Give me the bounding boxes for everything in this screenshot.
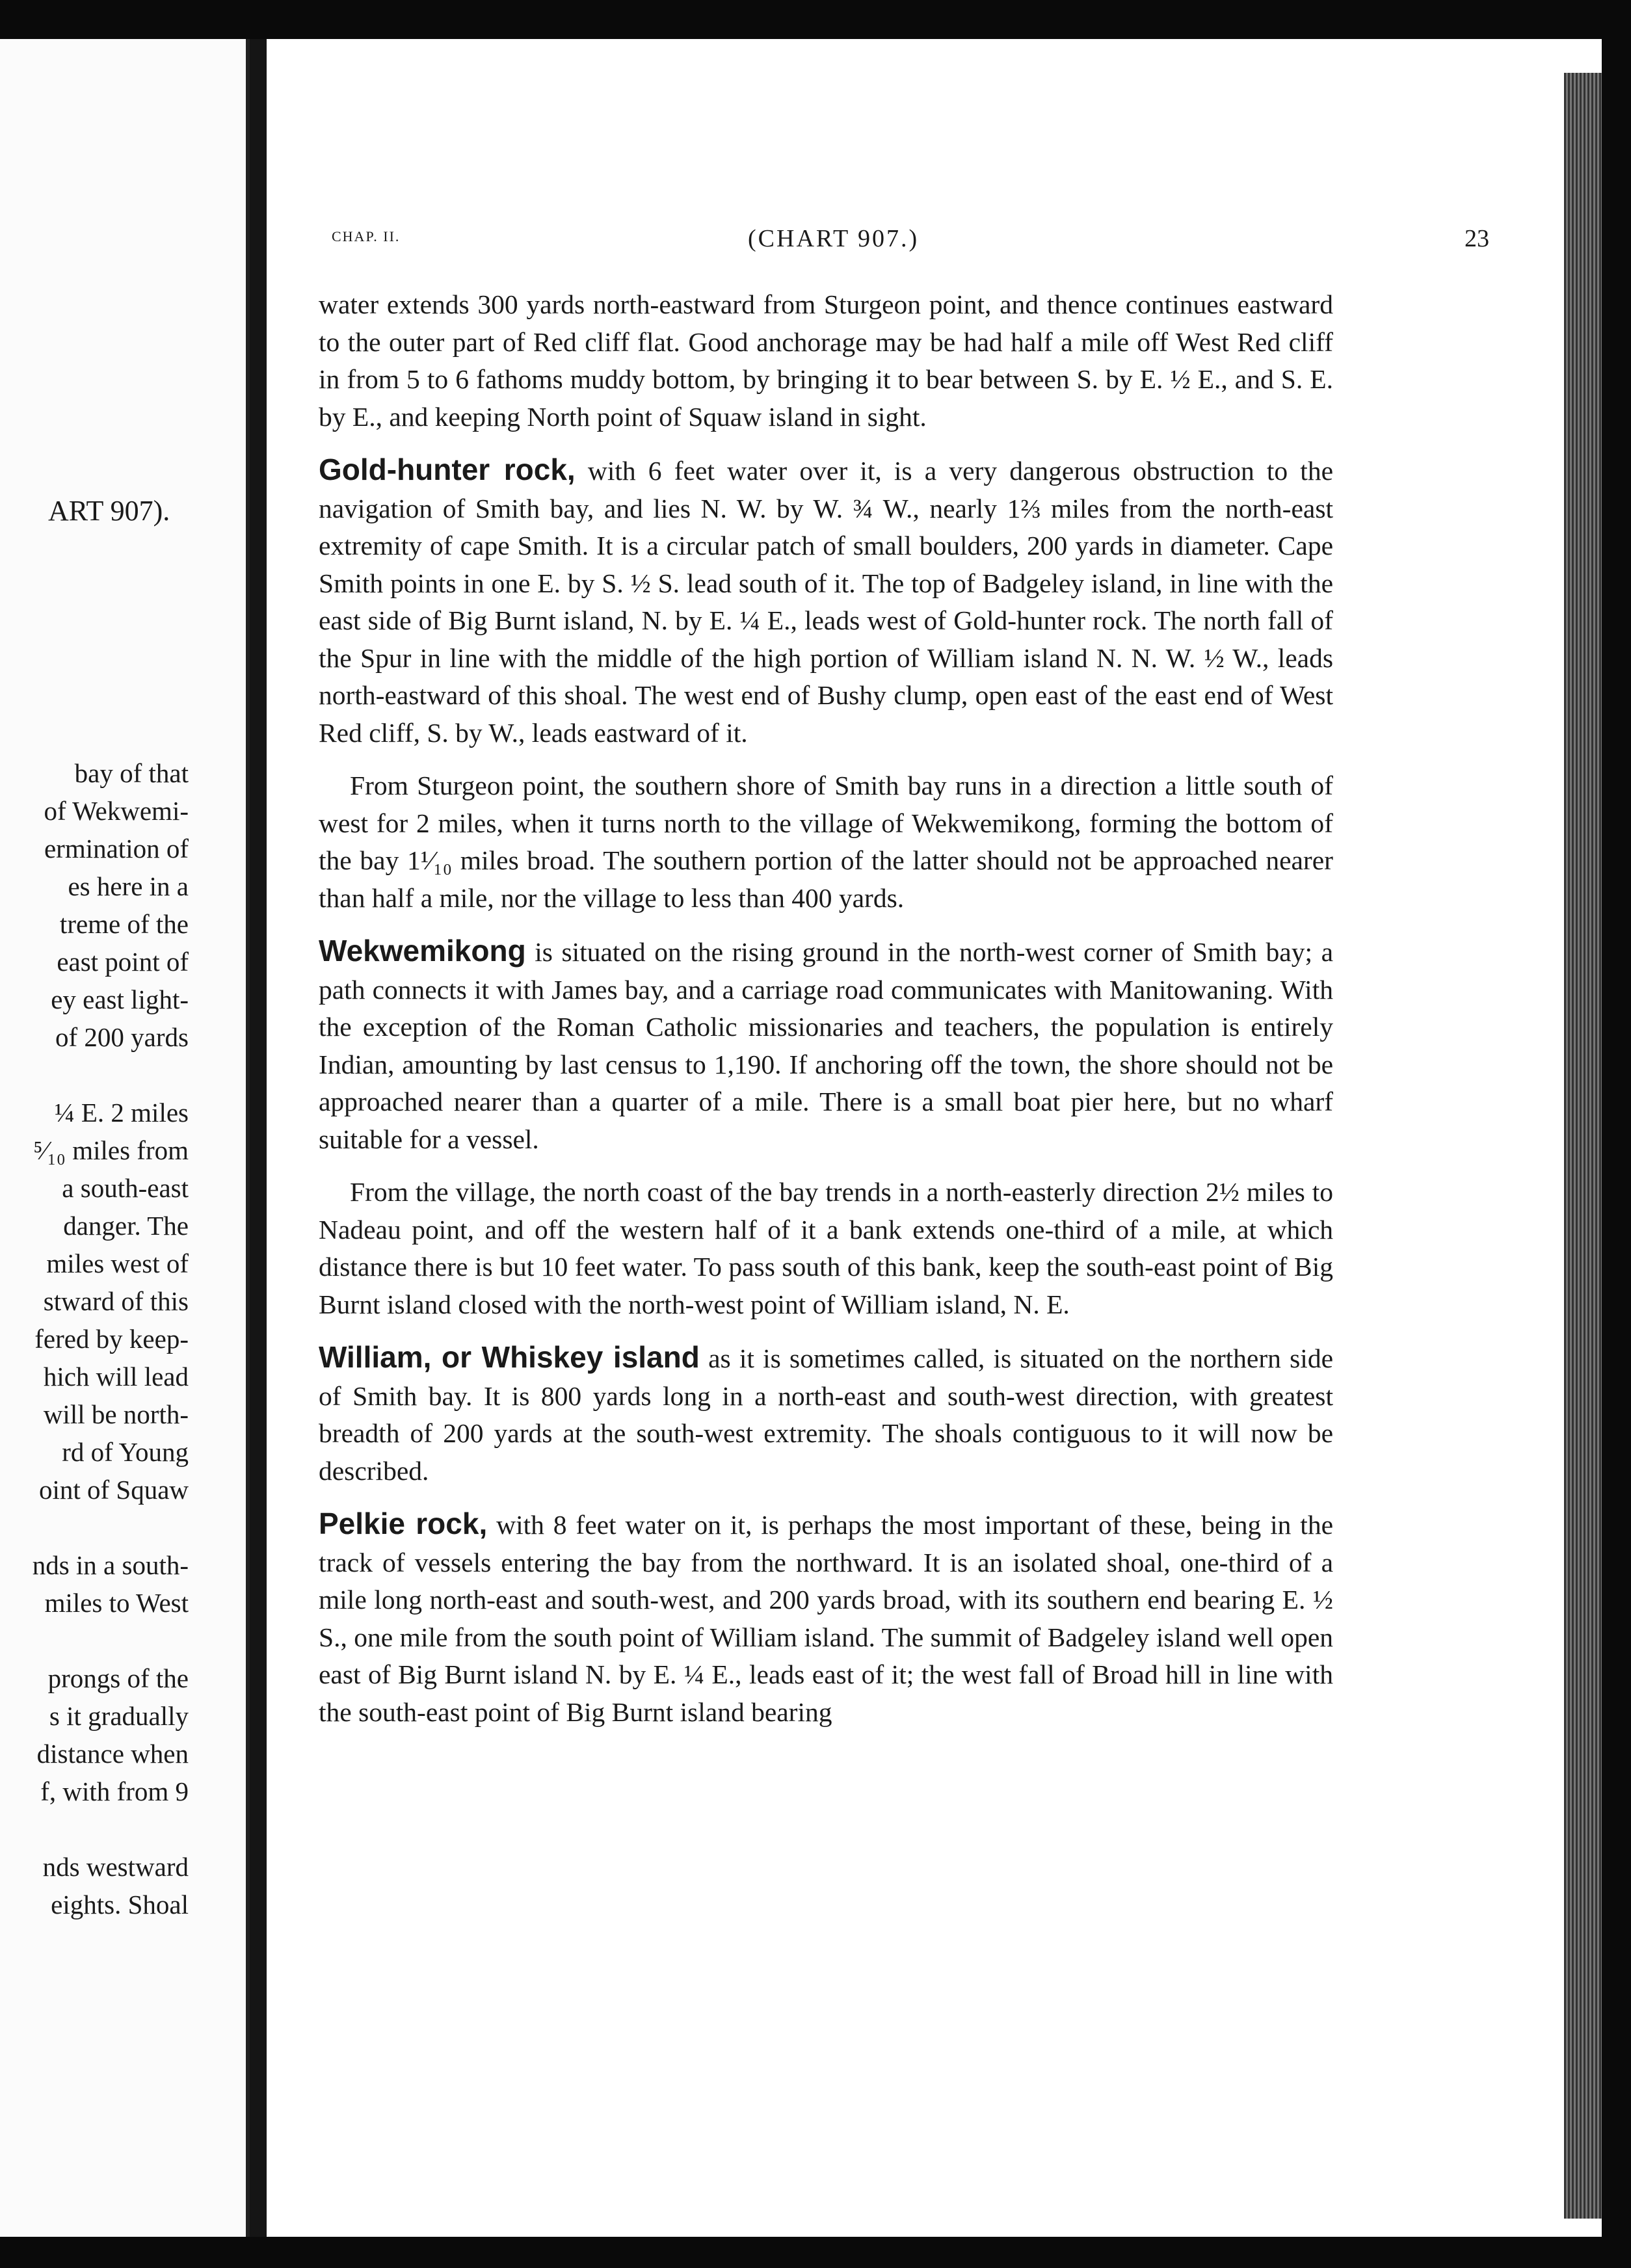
paragraph-text: with 6 feet water over it, is a very dangerous obstruction to the navigation of Smith bay, and lies N. W. by W. ¾ W., nearly 1⅔ miles from the north-east extremity of cape Smith. It is a circular patch of small boulders, 200 yards in diameter. Cape Smith points in one E. by S. ½ S. lead south of it. The top of Badgeley island, in line with the east side of Big Burnt island, N. by E. ¼ E., leads west of Gold-hunter rock. The north fall of the Spur in line with the middle of the high portion of William island N. N. W. ½ W., leads north-eastward of this shoal. The west end of Bushy clump, open east of the east end of West Red cliff, S. by W., leads eastward of it. [319,456,1333,748]
paragraph [319,767,1333,917]
paragraph-heading: Pelkie rock, [319,1507,488,1540]
left-fragment-line: miles to West [44,1588,189,1618]
paragraph-text: water extends 300 yards north-eastward from Sturgeon point, and thence continues eastward to the outer part of Red cliff flat. Good anchorage may be had half a mile off West Red cliff in from 5 to 6 fathoms muddy bottom, by bringing it to bear between S. by E. ½ E., and S. E. by E., and keeping North point of Squaw island in sight. [319,289,1333,432]
left-fragment-line: fered by keep- [34,1324,189,1354]
left-fragment-line: f, with from 9 [40,1776,189,1806]
paragraph-heading: William, or Whiskey island [319,1340,700,1374]
left-fragment-line: distance when [36,1739,189,1769]
left-fragment-line: stward of this [43,1286,189,1316]
running-head [332,224,1489,263]
chart-reference: (CHART 907.) [748,225,920,252]
left-fragment-line: treme of the [59,909,189,939]
paragraph-text: is situated on the rising ground in the north-west corner of Smith bay; a path connects it with James bay, and a carriage road communicates with Manitowaning. With the exception of the Roman Catholic missionaries and teachers, the population is entirely Indian, amounting by last census to 1,190. If anchoring off the town, the shore should not be approached nearer than a quarter of a mile. There is a small boat pier here, but no wharf suitable for a vessel. [319,937,1333,1154]
left-fragment-line: nds in a south- [32,1550,189,1580]
scan-border-top [0,0,1631,39]
paragraph [319,1339,1333,1490]
left-fragment-line: of 200 yards [55,1022,189,1052]
left-fragment-line: hich will lead [43,1362,189,1391]
page-stack-edge [1564,73,1602,2219]
paragraph [319,451,1333,752]
paragraph [319,1505,1333,1731]
right-page [267,65,1564,2230]
left-fragment-line: miles west of [46,1248,189,1278]
left-fragment-line: bay of that [74,758,189,788]
body-text [319,286,1333,1731]
left-page-fragment [0,39,250,2237]
paragraph [319,1174,1333,1323]
left-chart-fragment: ART 907). [48,495,170,527]
left-fragment-line: danger. The [63,1211,189,1241]
left-fragment-line: es here in a [68,871,189,901]
paragraph-heading: Gold-hunter rock, [319,453,576,486]
left-fragment-line: eights. Shoal [51,1890,189,1919]
left-fragment-line: ermination of [44,834,189,864]
left-fragment-line: ⁵⁄₁₀ miles from [33,1135,189,1165]
paragraph-text: as it is sometimes called, is situated on the northern side of Smith bay. It is 800 yards long in a north-east and south-west direction, with greatest breadth of 200 yards at the south-west extremity. The shoals contiguous to it will now be described. [319,1343,1333,1486]
left-fragment-line: will be north- [43,1399,189,1429]
paragraph [319,286,1333,436]
scan-border-bottom [0,2237,1631,2268]
paragraph-text: From Sturgeon point, the southern shore of Smith bay runs in a direction a little south of west for 2 miles, when it turns north to the village of Wekwemikong, forming the bottom of the bay 1¹⁄₁₀ miles broad. The southern portion of the latter should not be approached nearer than half a mile, nor the village to less than 400 yards. [319,771,1333,913]
left-fragment-line: oint of Squaw [38,1475,189,1505]
scan-border-right [1602,0,1631,2268]
left-fragment-line: a south-east [62,1173,189,1203]
paragraph-heading: Wekwemikong [319,934,526,968]
chapter-label: CHAP. II. [332,228,401,244]
left-fragment-line: rd of Young [62,1437,189,1467]
paragraph-text: From the village, the north coast of the bay trends in a north-easterly direction 2½ miles to Nadeau point, and off the western half of it a bank extends one-third of a mile, at which distance there is but 10 feet water. To pass south of this bank, keep the south-east point of Big Burnt island closed with the north-west point of William island, N. E. [319,1177,1333,1319]
left-fragment-line: ey east light- [51,984,189,1014]
left-fragment-line: nds westward [42,1852,189,1882]
left-fragment-line: ¼ E. 2 miles [54,1098,189,1127]
page-number: 23 [1465,225,1489,252]
left-fragment-line: of Wekwemi- [44,796,189,826]
paragraph-text: with 8 feet water on it, is perhaps the most important of these, being in the track of vessels entering the bay from the northward. It is an isolated shoal, one-third of a mile long north-east and south-west, and 200 yards broad, with its southern end bearing E. ½ S., one mile from the south point of William island. The summit of Badgeley island well open east of Big Burnt island N. by E. ¼ E., leads east of it; the west fall of Broad hill in line with the south-east point of Big Burnt island bearing [319,1510,1334,1727]
left-fragment-line: east point of [57,947,189,977]
left-fragment-line: prongs of the [47,1663,189,1693]
left-fragment-line: s it gradually [49,1701,189,1731]
paragraph [319,932,1333,1158]
